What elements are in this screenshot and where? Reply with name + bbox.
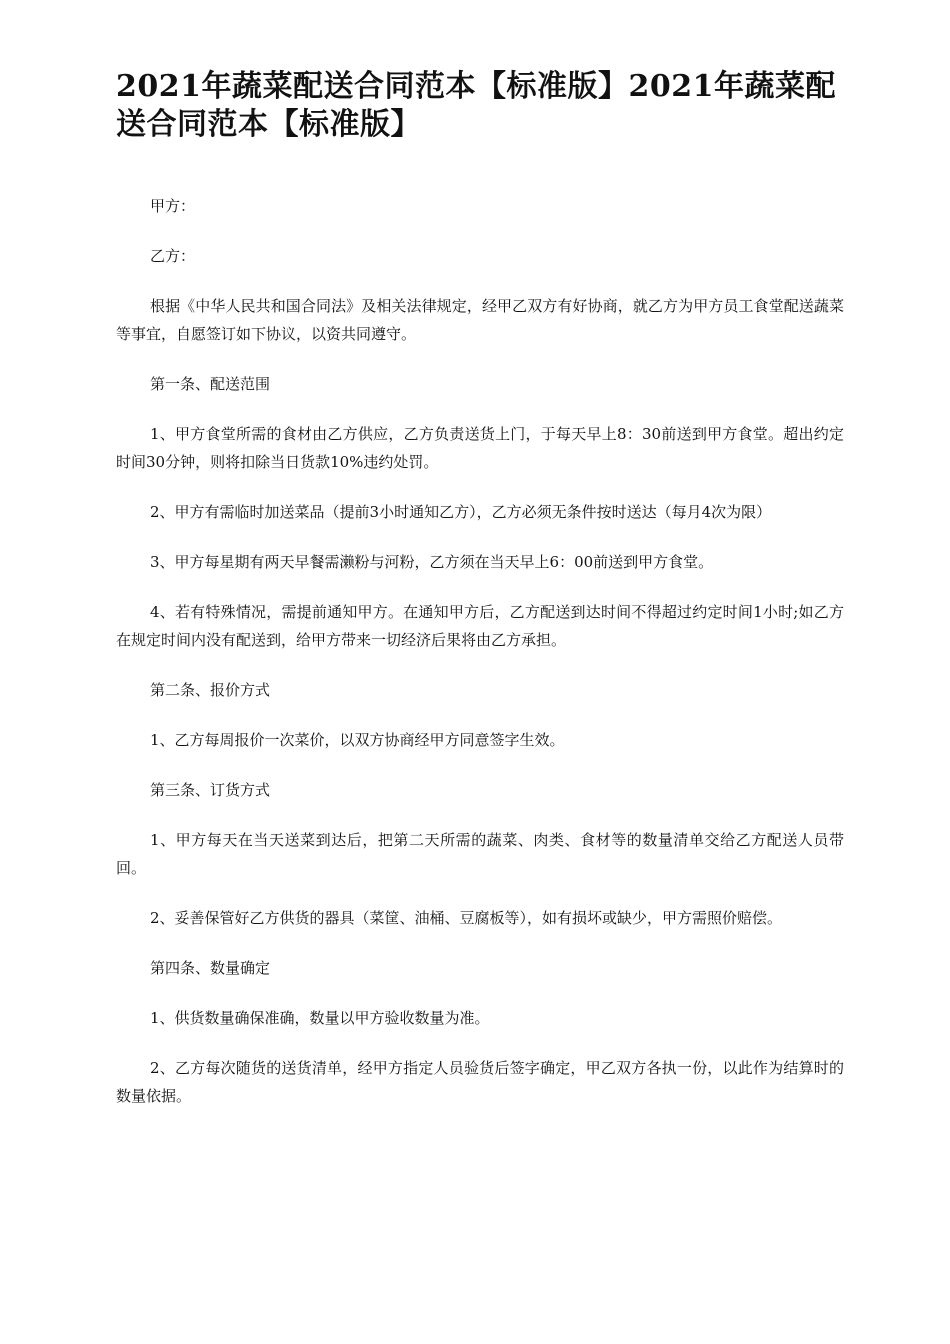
article-1-heading: 第一条、配送范围 xyxy=(150,375,271,393)
article-1-clause-2: 2、甲方有需临时加送菜品（提前3小时通知乙方），乙方必须无条件按时送达（每月4次为限） xyxy=(150,503,772,521)
party-b-line: 乙方： xyxy=(150,247,196,265)
article-3-clause-2: 2、妥善保管好乙方供货的器具（菜筐、油桶、豆腐板等），如有损坏或缺少，甲方需照价赔偿。 xyxy=(150,909,783,927)
article-4-clause-2: 2、乙方每次随货的送货清单，经甲方指定人员验货后签字确定，甲乙双方各执一份，以此作为结算时的数量依据。 xyxy=(116,1059,844,1105)
article-2-heading: 第二条、报价方式 xyxy=(150,681,271,699)
document-body xyxy=(116,192,844,1110)
article-2-clause-1: 1、乙方每周报价一次菜价，以双方协商经甲方同意签字生效。 xyxy=(150,731,565,749)
article-1-clause-4: 4、若有特殊情况，需提前通知甲方。在通知甲方后，乙方配送到达时间不得超过约定时间1小时;如乙方在规定时间内没有配送到，给甲方带来一切经济后果将由乙方承担。 xyxy=(116,603,844,649)
preamble-paragraph: 根据《中华人民共和国合同法》及相关法律规定，经甲乙双方有好协商，就乙方为甲方员工食堂配送蔬菜等事宜，自愿签订如下协议，以资共同遵守。 xyxy=(116,297,844,343)
document-title: 2021年蔬菜配送合同范本【标准版】2021年蔬菜配送合同范本【标准版】 xyxy=(116,69,836,142)
article-3-clause-1: 1、甲方每天在当天送菜到达后，把第二天所需的蔬菜、肉类、食材等的数量清单交给乙方配送人员带回。 xyxy=(116,831,844,877)
party-a-line: 甲方： xyxy=(150,197,196,215)
article-1-clause-3: 3、甲方每星期有两天早餐需濑粉与河粉，乙方须在当天早上6：00前送到甲方食堂。 xyxy=(150,553,714,571)
article-4-clause-1: 1、供货数量确保准确，数量以甲方验收数量为准。 xyxy=(150,1009,490,1027)
article-3-heading: 第三条、订货方式 xyxy=(150,781,271,799)
article-1-clause-1: 1、甲方食堂所需的食材由乙方供应，乙方负责送货上门，于每天早上8：30前送到甲方食堂。超出约定时间30分钟，则将扣除当日货款10%违约处罚。 xyxy=(116,425,844,471)
article-4-heading: 第四条、数量确定 xyxy=(150,959,271,977)
